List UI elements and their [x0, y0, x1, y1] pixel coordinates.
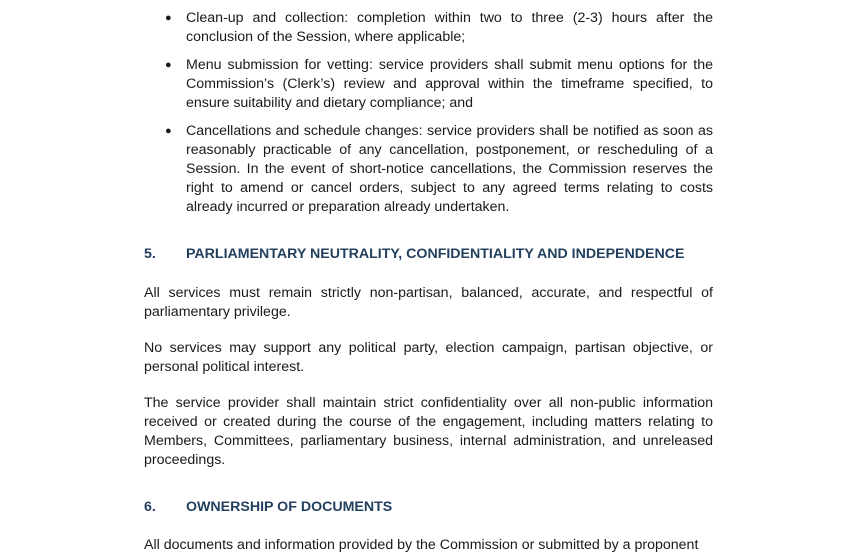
- bullet-text: Menu submission for vetting: service providers shall submit menu options for the Commission’s (Clerk’s) review and approval within the timeframe specified, to ensure suitability and dietary compliance; and: [186, 57, 713, 111]
- paragraph: All documents and information provided by the Commission or submitted by a proponent: [144, 537, 699, 553]
- bullet-icon: ●: [165, 12, 172, 24]
- bullet-item: [165, 9, 713, 47]
- bullet-icon: ●: [165, 125, 172, 137]
- section-number: 5.: [144, 246, 156, 262]
- section-6-heading: [144, 498, 713, 517]
- section-5-heading: [144, 245, 713, 264]
- paragraph: All services must remain strictly non-partisan, balanced, accurate, and respectful of parliamentary privilege.: [144, 285, 713, 320]
- requirements-bullet-list: [144, 9, 713, 217]
- section-title: PARLIAMENTARY NEUTRALITY, CONFIDENTIALITY AND INDEPENDENCE: [186, 246, 685, 262]
- bullet-text: Cancellations and schedule changes: service providers shall be notified as soon as reasonably practicable of any cancellation, postponement, or rescheduling of a Session. In the event of short-notice cancellations, the Commission reserves the right to amend or cancel orders, subject to any agreed terms relating to costs already incurred or preparation already undertaken.: [186, 123, 713, 215]
- document-page: [144, 9, 713, 555]
- section-number: 6.: [144, 499, 156, 515]
- bullet-item: [165, 122, 713, 217]
- paragraph: No services may support any political party, election campaign, partisan objective, or personal political interest.: [144, 340, 713, 375]
- bullet-text: Clean-up and collection: completion within two to three (2-3) hours after the conclusion of the Session, where applicable;: [186, 10, 713, 45]
- section-title: OWNERSHIP OF DOCUMENTS: [186, 499, 393, 515]
- paragraph: The service provider shall maintain strict confidentiality over all non-public information received or created during the course of the engagement, including matters relating to Members, Committees, parliamentary business, internal administration, and unreleased proceedings.: [144, 395, 713, 468]
- bullet-icon: ●: [165, 59, 172, 71]
- bullet-item: [165, 56, 713, 113]
